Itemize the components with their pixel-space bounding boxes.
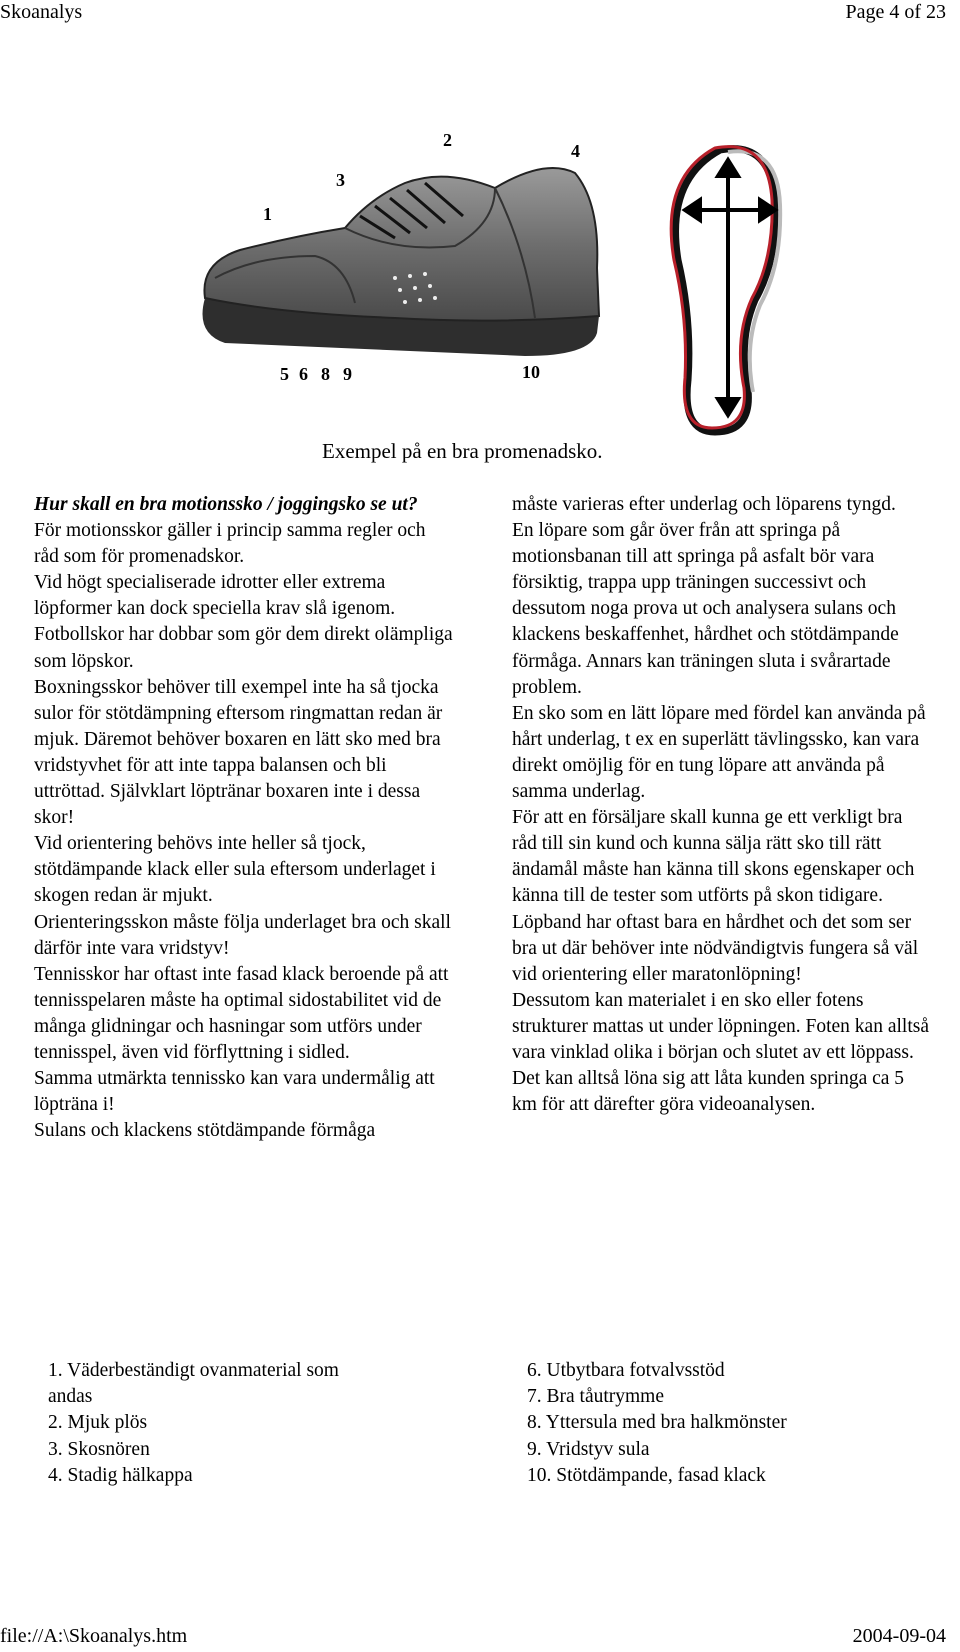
paragraph: Fotbollskor har dobbar som gör dem direkt olämpliga som löpskor. [34,624,453,672]
paragraph: Samma utmärkta tennissko kan vara undermålig att löpträna i! [34,1068,435,1116]
section-heading: Hur skall en bra motionssko / joggingsko se ut? [34,494,418,515]
shoe-label-9: 9 [343,364,352,384]
paragraph: måste varieras efter underlag och löparens tyngd. [512,494,896,515]
paragraph: För att en försäljare skall kunna ge ett verkligt bra råd till sin kund och kunna sälja rätt sko till rätt ändamål måste han känna till skons egenskaper och känna till de tester som utförts på skon tidigare. [512,807,915,907]
list-item: 1. Väderbeständigt ovanmaterial som andas [48,1360,339,1408]
paragraph: Orienteringsskon måste följa underlaget bra och skall därför inte vara vridstyv! [34,911,451,959]
shoe-label-6: 6 [299,364,308,384]
shoe-label-5: 5 [280,364,289,384]
figure-caption: Exempel på en bra promenadsko. [322,439,603,463]
header-page-number: Page 4 of 23 [845,1,946,23]
paragraph: Sulans och klackens stötdämpande förmåga [34,1120,376,1142]
footer-date: 2004-09-04 [852,1625,946,1647]
paragraph: Vid orientering behövs inte heller så tjock, stötdämpande klack eller sula eftersom underlaget i skogen redan är mjukt. [34,833,436,907]
paragraph: Boxningsskor behöver till exempel inte ha så tjocka sulor för stötdämpning eftersom ringmattan redan är mjuk. Däremot behöver boxaren en lätt sko med bra vridstyvhet för att inte tappa balansen och bli uttröttad. Självklart löptränar boxaren inte i dessa skor! [34,676,443,829]
list-item: 9. Vridstyv sula [527,1438,650,1460]
paragraph: En sko som en lätt löpare med fördel kan använda på hårt underlag, t ex en superlätt tävlingssko, kan vara direkt omöjlig för en tung löpare att använda på samma underlag. [512,702,926,803]
list-item: 8. Yttersula med bra halkmönster [527,1412,787,1434]
paragraph: En löpare som går över från att springa på motionsbanan till att springa på asfalt bör vara försiktig, trappa upp träningen successivt och dessutom noga prova ut och analysera sulans och klackens beskaffenhet, hårdhet och stötdämpande förmåga. Annars kan träningen sluta i svårartade problem. [512,520,899,698]
paragraph: Dessutom kan materialet i en sko eller fotens strukturer mattas ut under löpningen. Foten kan alltså vara vinklad olika i början och slutet av ett löppass. [512,989,929,1063]
shoe-label-8: 8 [321,364,330,384]
shoe-label-3: 3 [336,170,345,190]
list-item: 4. Stadig hälkappa [48,1464,193,1486]
list-item: 6. Utbytbara fotvalvsstöd [527,1360,725,1381]
shoe-label-2: 2 [443,130,452,150]
footprint-diagram [660,140,810,440]
paragraph: Tennisskor har oftast inte fasad klack beroende på att tennisspelaren måste ha optimal sidostabilitet vid de många glidningar och hasningar som utförs under tennisspel, även vid förflyttning i sidled. [34,963,449,1063]
list-item: 2. Mjuk plös [48,1412,148,1434]
footer-file-path: file://A:\Skoanalys.htm [0,1625,188,1647]
feature-list-right [527,1358,887,1489]
feature-list-left [48,1358,378,1489]
list-item: 3. Skosnören [48,1438,150,1460]
header-title: Skoanalys [0,1,83,23]
paragraph: Vid högt specialiserade idrotter eller extrema löpformer kan dock speciella krav slå igenom. [34,572,396,620]
paragraph: Det kan alltså löna sig att låta kunden springa ca 5 km för att därefter göra videoanalysen. [512,1068,905,1116]
right-text-column [512,492,932,1118]
shoe-label-1: 1 [263,204,272,224]
shoe-label-4: 4 [571,141,580,161]
list-item: 7. Bra tåutrymme [527,1386,665,1408]
shoe-label-10: 10 [522,362,540,382]
paragraph: För motionsskor gäller i princip samma regler och råd som för promenadskor. [34,520,426,568]
paragraph: Löpband har oftast bara en hårdhet och det som ser bra ut där behöver inte nödvändigtvis fungera så väl vid orientering eller maratonlöpning! [512,911,919,985]
list-item: 10. Stötdämpande, fasad klack [527,1464,766,1486]
left-text-column [34,492,454,1144]
shoe-illustration [195,128,645,408]
